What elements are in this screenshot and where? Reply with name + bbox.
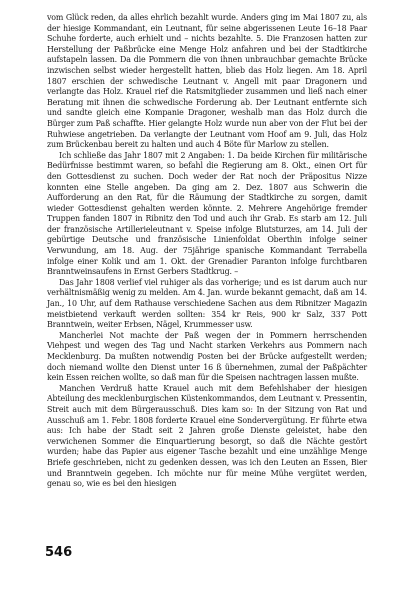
paragraph: Mancherlei Not machte der Paß wegen der in Pommern herrschenden Viehpest und wegen des Tag und Nacht starken Verkehrs aus Pommern nach Mecklenburg. Da mußten notwendig Posten bei der Brücke aufgestellt werden; doch niemand wollte den Dienst unter 16 ß übernehmen, zumal der Paßpächter kein Essen reichen wollte, so daß man für die Speisen nachtragen lassen mußte. <box>47 330 367 383</box>
page-number: 546 <box>45 545 73 560</box>
paragraph: Ich schließe das Jahr 1807 mit 2 Angaben: 1. Da beide Kirchen für militärische Bedürfnisse bestimmt waren, so befahl die Regierung am 8. Okt., einen Ort für den Gottesdienst zu suchen. Doch weder der Rat noch der Präpositus Nizze konnten eine Stelle angeben. Da ging am 2. Dez. 1807 aus Schwerin die Aufforderung an den Rat, für die Räumung der Stadtkirche zu sorgen, damit wieder Gottesdienst gehalten werden könnte. 2. Mehrere Angehörige fremder Truppen fanden 1807 in Ribnitz den Tod und auch ihr Grab. Es starb am 12. Juli der französische Artillerieleutnant v. Speise infolge Blutsturzes, am 14. Juli der gebürtige Deutsche und französische Linienfoldat Oberthin infolge seiner Verwundung, am 18. Aug. der 75jährige spanische Kommandant Terrabella infolge einer Kolik und am 1. Okt. der Grenadier Paranton infolge furchtbaren Branntweinsaufens in Ernst Gerbers Stadtkrug. – <box>47 150 367 277</box>
paragraph: Das Jahr 1808 verlief viel ruhiger als das vorherige; und es ist darum auch nur verhältnismäßig wenig zu melden. Am 4. Jan. wurde bekannt gemacht, daß am 14. Jan., 10 Uhr, auf dem Rathause verschiedene Sachen aus dem Ribnitzer Magazin meistbietend verkauft werden sollten: 354 kr Reis, 900 kr Salz, 337 Pott Branntwein, weiter Erbsen, Nägel, Krummesser usw. <box>47 277 367 330</box>
body-text <box>47 13 367 490</box>
paragraph: Manchen Verdruß hatte Krauel auch mit dem Befehlshaber der hiesigen Abteilung des mecklenburgischen Küstenkommandos, dem Leutnant v. Pressentin, Streit auch mit dem Bürgerausschuß. Dies kam so: In der Sitzung von Rat und Ausschuß am 1. Febr. 1808 forderte Krauel eine Sondervergütung. Er führte etwa aus: Ich habe der Stadt seit 2 Jahren große Dienste geleistet, habe den verwichenen Sommer die Einquartierung besorgt, so daß die Nächte gestört wurden; habe das Papier aus eigener Tasche bezahlt und eine unzählige Menge Briefe geschrieben, nicht zu gedenken dessen, was ich den Leuten an Essen, Bier und Branntwein gegeben. Ich möchte nur für meine Mühe vergütet werden, genau so, wie es bei den hiesigen <box>47 383 367 489</box>
paragraph: vom Glück reden, da alles ehrlich bezahlt wurde. Anders ging im Mai 1807 zu, als der hiesige Kommandant, ein Leutnant, für seine abgerissenen Leute 16–18 Paar Schuhe forderte, auch erhielt und – nichts bezahlte. 5. Die Franzosen hatten zur Herstellung der Paßbrücke eine Menge Holz anfahren und bei der Stadtkirche aufstapeln lassen. Da die Pommern die von ihnen unbrauchbar gemachte Brücke inzwischen selbst wieder hergestellt hatten, blieb das Holz liegen. Am 18. April 1807 erschien der schwedische Leutnant v. Angell mit paar Dragonern und verlangte das Holz. Krauel rief die Ratsmitglieder zusammen und ließ nach einer Beratung mit ihnen die schwedische Forderung ab. Der Leutnant entfernte sich und sandte gleich eine Kompanie Dragoner, weshalb man das Holz durch die Bürger zum Paß schaffte. Hier gelangte Holz wurde nun aber von der Flut bei der Ruhwiese angetrieben. Da verlangte der Leutnant vom Hoof am 9. Juli, das Holz zum Brückenbau bereit zu halten und auch 4 Böte für Marlow zu stellen. <box>47 13 367 150</box>
